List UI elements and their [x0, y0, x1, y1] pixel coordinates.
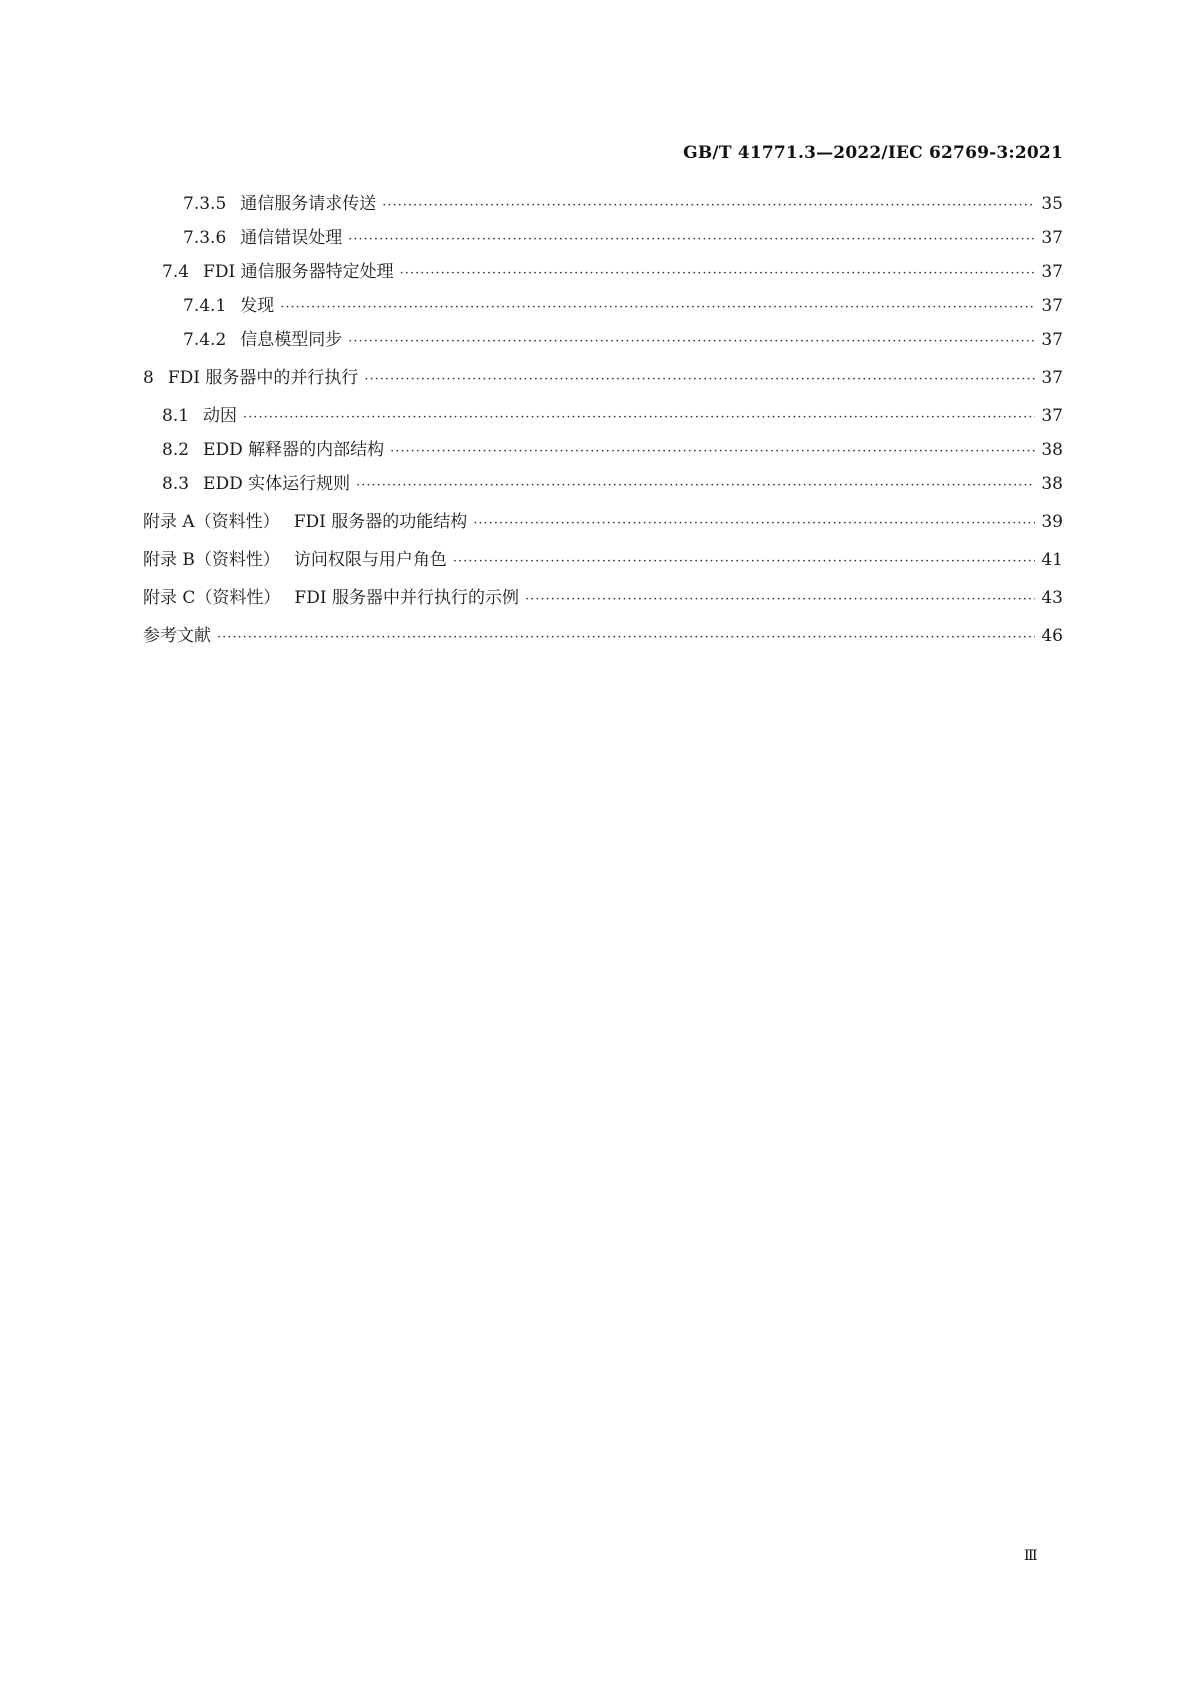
toc-entry[interactable] [143, 228, 1063, 250]
toc-entry-page: 37 [1041, 368, 1063, 388]
toc-leader-dots [453, 552, 1035, 572]
toc-entry[interactable] [143, 474, 1063, 496]
page-header [683, 143, 1063, 163]
toc-entry[interactable] [143, 512, 1063, 534]
toc-entry[interactable] [143, 626, 1063, 648]
toc-entry-page: 35 [1041, 194, 1063, 214]
toc-entry-page: 39 [1041, 512, 1063, 532]
toc-entry[interactable] [143, 440, 1063, 462]
toc-entry-number: 附录 C（资料性） [143, 588, 281, 608]
toc-entry-title: FDI 通信服务器特定处理 [203, 262, 394, 282]
toc-entry-number: 8 [143, 368, 154, 388]
toc-entry-title: 通信服务请求传送 [240, 194, 377, 214]
toc-entry-number: 7.4.2 [183, 330, 227, 350]
toc-leader-dots [243, 408, 1035, 428]
page-number: Ⅲ [1024, 1548, 1038, 1564]
toc-entry-number: 7.4 [162, 262, 190, 282]
toc-entry-title: 访问权限与用户角色 [293, 550, 447, 570]
toc-entry[interactable] [143, 330, 1063, 352]
toc-leader-dots [473, 514, 1035, 534]
toc-entry[interactable] [143, 296, 1063, 318]
toc-leader-dots [390, 442, 1035, 462]
toc-entry-number: 附录 A（资料性） [143, 512, 280, 532]
toc-entry-number: 7.3.6 [183, 228, 227, 248]
toc-leader-dots [400, 264, 1035, 284]
toc-entry-title: 参考文献 [143, 626, 211, 646]
toc-entry-title: 动因 [203, 406, 238, 426]
toc-entry-title: FDI 服务器的功能结构 [293, 512, 468, 532]
toc-leader-dots [280, 298, 1035, 318]
toc-entry-page: 38 [1041, 474, 1063, 494]
toc-entry-number: 8.1 [162, 406, 190, 426]
toc-entry-page: 37 [1041, 406, 1063, 426]
toc-entry-title: 发现 [240, 296, 275, 316]
toc-leader-dots [525, 590, 1035, 610]
toc-leader-dots [356, 476, 1035, 496]
toc-leader-dots [382, 196, 1035, 216]
toc-leader-dots [348, 332, 1035, 352]
toc-entry-page: 37 [1041, 228, 1063, 248]
toc-entry-number: 8.3 [162, 474, 190, 494]
toc-entry-number: 7.4.1 [183, 296, 227, 316]
toc-entry-page: 43 [1041, 588, 1063, 608]
toc-entry[interactable] [143, 406, 1063, 428]
toc-entry-number: 7.3.5 [183, 194, 227, 214]
toc-entry-page: 38 [1041, 440, 1063, 460]
toc-entry-title: EDD 解释器的内部结构 [203, 440, 385, 460]
toc-leader-dots [217, 628, 1035, 648]
toc-entry[interactable] [143, 550, 1063, 572]
standard-code: GB/T 41771.3—2022/IEC 62769-3:2021 [683, 143, 1063, 163]
toc-entry-title: FDI 服务器中的并行执行 [167, 368, 359, 388]
toc-entry-page: 46 [1041, 626, 1063, 646]
toc-entry-title: FDI 服务器中并行执行的示例 [294, 588, 519, 608]
toc-leader-dots [364, 370, 1035, 390]
toc-entry-number: 附录 B（资料性） [143, 550, 280, 570]
toc-entry-title: 通信错误处理 [240, 228, 343, 248]
toc-entry[interactable] [143, 194, 1063, 216]
toc-entry-page: 37 [1041, 330, 1063, 350]
toc-entry[interactable] [143, 368, 1063, 390]
table-of-contents [143, 194, 1063, 648]
toc-entry-page: 37 [1041, 296, 1063, 316]
toc-entry[interactable] [143, 588, 1063, 610]
toc-leader-dots [348, 230, 1035, 250]
toc-entry-page: 41 [1041, 550, 1063, 570]
toc-entry-number: 8.2 [162, 440, 190, 460]
toc-entry-title: EDD 实体运行规则 [203, 474, 351, 494]
toc-entry-title: 信息模型同步 [240, 330, 343, 350]
toc-entry-page: 37 [1041, 262, 1063, 282]
toc-entry[interactable] [143, 262, 1063, 284]
